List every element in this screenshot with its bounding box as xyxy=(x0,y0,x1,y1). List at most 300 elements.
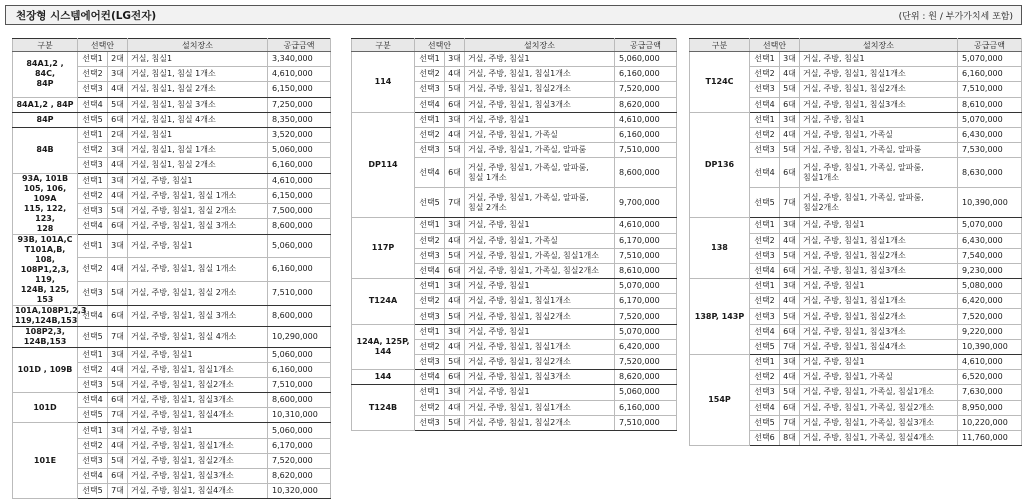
option-label: 선택4 xyxy=(415,158,445,188)
option-label: 선택4 xyxy=(78,305,108,326)
unit-count: 3대 xyxy=(780,52,800,67)
option-label: 선택2 xyxy=(750,67,780,82)
unit-count: 8대 xyxy=(780,430,800,445)
install-location: 거실, 주방, 침실1, 침실 4개소 xyxy=(128,326,268,347)
install-location: 거실, 주방, 침실1, 침실2개소 xyxy=(465,415,615,430)
install-location: 거실, 주방, 침실1, 침실2개소 xyxy=(800,309,958,324)
option-label: 선택4 xyxy=(415,370,445,385)
install-location: 거실, 주방, 침실1, 침실2개소 xyxy=(800,82,958,97)
option-label: 선택3 xyxy=(78,204,108,219)
unit-count: 6대 xyxy=(108,469,128,484)
option-label: 선택3 xyxy=(415,355,445,370)
install-location: 거실, 주방, 침실1, 침실1개소 xyxy=(465,294,615,309)
install-location: 거실, 침실1, 침실 4개소 xyxy=(128,112,268,127)
install-location: 거실, 주방, 침실1, 침실1개소 xyxy=(800,233,958,248)
install-location: 거실, 주방, 침실1, 가족실, 침실1개소 xyxy=(800,385,958,400)
supply-price: 7,520,000 xyxy=(268,453,331,468)
supply-price: 5,060,000 xyxy=(268,347,331,362)
supply-price: 10,320,000 xyxy=(268,484,331,499)
option-label: 선택2 xyxy=(750,233,780,248)
unit-count: 4대 xyxy=(780,67,800,82)
install-location: 거실, 주방, 침실1, 침실1개소 xyxy=(465,339,615,354)
option-label: 선택2 xyxy=(415,339,445,354)
install-location: 거실, 주방, 침실1, 침실2개소 xyxy=(128,453,268,468)
unit-count: 5대 xyxy=(108,453,128,468)
option-label: 선택3 xyxy=(750,385,780,400)
option-label: 선택3 xyxy=(750,309,780,324)
install-location: 거실, 주방, 침실1, 가족실, 침실2개소 xyxy=(465,263,615,278)
install-location: 거실, 주방, 침실1 xyxy=(800,355,958,370)
unit-count: 4대 xyxy=(780,127,800,142)
header-option: 선택안 xyxy=(415,39,465,52)
unit-note: (단위 : 원 / 부가가치세 포함) xyxy=(898,11,1013,22)
install-location: 거실, 주방, 침실1, 침실 3개소 xyxy=(128,305,268,326)
option-label: 선택5 xyxy=(78,326,108,347)
option-label: 선택1 xyxy=(750,52,780,67)
install-location: 거실, 주방, 침실1, 침실 2개소 xyxy=(128,204,268,219)
supply-price: 6,160,000 xyxy=(268,362,331,377)
install-location: 거실, 주방, 침실1 xyxy=(128,234,268,258)
option-label: 선택3 xyxy=(750,143,780,158)
header-place: 설치장소 xyxy=(800,39,958,52)
option-label: 선택3 xyxy=(415,143,445,158)
install-location: 거실, 주방, 침실1, 침실1개소 xyxy=(800,294,958,309)
unit-count: 7대 xyxy=(108,326,128,347)
install-location: 거실, 주방, 침실1, 침실3개소 xyxy=(465,370,615,385)
option-label: 선택2 xyxy=(78,438,108,453)
supply-price: 8,620,000 xyxy=(615,97,677,112)
option-label: 선택2 xyxy=(415,233,445,248)
install-location: 거실, 주방, 침실1 xyxy=(465,279,615,294)
option-label: 선택1 xyxy=(78,347,108,362)
unit-type-label: DP114 xyxy=(352,112,415,218)
install-location: 거실, 주방, 침실1, 침실2개소 xyxy=(465,309,615,324)
install-location: 거실, 주방, 침실1 xyxy=(800,279,958,294)
supply-price: 10,390,000 xyxy=(958,339,1022,354)
option-label: 선택6 xyxy=(750,430,780,445)
unit-type-label: 144 xyxy=(352,370,415,385)
supply-price: 5,070,000 xyxy=(958,112,1022,127)
supply-price: 5,060,000 xyxy=(615,52,677,67)
supply-price: 5,060,000 xyxy=(615,385,677,400)
install-location: 거실, 주방, 침실1, 침실 1개소 xyxy=(128,188,268,203)
supply-price: 10,310,000 xyxy=(268,408,331,423)
supply-price: 10,290,000 xyxy=(268,326,331,347)
unit-count: 4대 xyxy=(445,339,465,354)
unit-count: 7대 xyxy=(108,484,128,499)
unit-count: 3대 xyxy=(780,112,800,127)
supply-price: 7,630,000 xyxy=(958,385,1022,400)
option-label: 선택4 xyxy=(750,158,780,188)
supply-price: 7,540,000 xyxy=(958,248,1022,263)
unit-type-label: 138 xyxy=(690,218,750,279)
header-place: 설치장소 xyxy=(465,39,615,52)
install-location: 거실, 침실1, 침실 1개소 xyxy=(128,67,268,82)
option-label: 선택4 xyxy=(78,97,108,112)
unit-type-label: 108P2,3, 124B,153 xyxy=(13,326,78,347)
option-label: 선택3 xyxy=(750,82,780,97)
install-location: 거실, 주방, 침실1 xyxy=(800,52,958,67)
supply-price: 5,080,000 xyxy=(958,279,1022,294)
table-row xyxy=(13,347,331,362)
table-row xyxy=(352,112,677,127)
unit-count: 3대 xyxy=(108,67,128,82)
supply-price: 4,610,000 xyxy=(958,355,1022,370)
supply-price: 6,150,000 xyxy=(268,82,331,97)
option-label: 선택2 xyxy=(750,370,780,385)
unit-count: 7대 xyxy=(108,408,128,423)
option-label: 선택5 xyxy=(78,484,108,499)
table-row xyxy=(690,52,1022,67)
unit-type-label: 84B xyxy=(13,127,78,173)
supply-price: 9,220,000 xyxy=(958,324,1022,339)
install-location: 거실, 주방, 침실1, 가족실, 알파룸, 침실1개소 xyxy=(800,158,958,188)
option-label: 선택2 xyxy=(78,143,108,158)
option-label: 선택4 xyxy=(78,393,108,408)
install-location: 거실, 주방, 침실1, 침실3개소 xyxy=(800,97,958,112)
table-row xyxy=(13,326,331,347)
table-row xyxy=(352,279,677,294)
install-location: 거실, 주방, 침실1, 침실4개소 xyxy=(128,408,268,423)
unit-count: 2대 xyxy=(108,127,128,142)
unit-count: 3대 xyxy=(445,218,465,233)
option-label: 선택1 xyxy=(415,112,445,127)
header-price: 공급금액 xyxy=(958,39,1022,52)
option-label: 선택2 xyxy=(415,127,445,142)
table-row xyxy=(13,52,331,67)
unit-type-label: T124A xyxy=(352,279,415,325)
option-label: 선택1 xyxy=(415,218,445,233)
install-location: 거실, 주방, 침실1 xyxy=(800,112,958,127)
header-price: 공급금액 xyxy=(615,39,677,52)
unit-count: 7대 xyxy=(780,339,800,354)
install-location: 거실, 주방, 침실1, 침실1개소 xyxy=(128,362,268,377)
supply-price: 7,530,000 xyxy=(958,143,1022,158)
option-label: 선택4 xyxy=(750,324,780,339)
supply-price: 7,520,000 xyxy=(615,82,677,97)
install-location: 거실, 주방, 침실1, 침실3개소 xyxy=(128,393,268,408)
option-label: 선택3 xyxy=(750,248,780,263)
unit-count: 3대 xyxy=(445,52,465,67)
unit-count: 4대 xyxy=(445,294,465,309)
unit-count: 7대 xyxy=(780,188,800,218)
option-label: 선택1 xyxy=(750,355,780,370)
unit-count: 4대 xyxy=(108,188,128,203)
install-location: 거실, 주방, 침실1 xyxy=(800,218,958,233)
unit-count: 4대 xyxy=(108,82,128,97)
option-label: 선택2 xyxy=(78,362,108,377)
unit-type-label: 84A1,2 , 84C, 84P xyxy=(13,52,78,98)
install-location: 거실, 주방, 침실1, 침실1개소 xyxy=(465,67,615,82)
unit-count: 4대 xyxy=(445,67,465,82)
supply-price: 8,600,000 xyxy=(615,158,677,188)
option-label: 선택3 xyxy=(78,281,108,305)
supply-price: 9,230,000 xyxy=(958,263,1022,278)
unit-type-label: 124A, 125P, 144 xyxy=(352,324,415,370)
install-location: 거실, 주방, 침실1 xyxy=(128,173,268,188)
table-row xyxy=(13,112,331,127)
table-row xyxy=(352,370,677,385)
unit-count: 5대 xyxy=(780,248,800,263)
unit-count: 5대 xyxy=(780,143,800,158)
option-label: 선택3 xyxy=(78,158,108,173)
table-row xyxy=(690,355,1022,370)
install-location: 거실, 주방, 침실1, 가족실, 침실1개소 xyxy=(465,248,615,263)
supply-price: 7,510,000 xyxy=(268,377,331,392)
install-location: 거실, 주방, 침실1 xyxy=(465,52,615,67)
unit-type-label: 84P xyxy=(13,112,78,127)
table-row xyxy=(13,97,331,112)
install-location: 거실, 주방, 침실1, 침실2개소 xyxy=(800,248,958,263)
unit-count: 5대 xyxy=(108,97,128,112)
option-label: 선택2 xyxy=(415,294,445,309)
unit-count: 4대 xyxy=(780,233,800,248)
unit-count: 3대 xyxy=(445,324,465,339)
unit-count: 3대 xyxy=(445,385,465,400)
unit-count: 4대 xyxy=(445,400,465,415)
install-location: 거실, 주방, 침실1 xyxy=(465,112,615,127)
table-row xyxy=(13,305,331,326)
supply-price: 10,220,000 xyxy=(958,415,1022,430)
supply-price: 5,070,000 xyxy=(958,218,1022,233)
supply-price: 7,520,000 xyxy=(615,309,677,324)
install-location: 거실, 주방, 침실1, 침실2개소 xyxy=(465,355,615,370)
install-location: 거실, 주방, 침실1 xyxy=(465,218,615,233)
install-location: 거실, 주방, 침실1, 침실2개소 xyxy=(128,377,268,392)
unit-type-label: 154P xyxy=(690,355,750,446)
install-location: 거실, 주방, 침실1, 가족실, 알파룸, 침실 1개소 xyxy=(465,158,615,188)
install-location: 거실, 주방, 침실1, 가족실, 침실3개소 xyxy=(800,415,958,430)
unit-count: 5대 xyxy=(108,281,128,305)
install-location: 거실, 주방, 침실1, 침실3개소 xyxy=(800,263,958,278)
header-price: 공급금액 xyxy=(268,39,331,52)
unit-type-label: 114 xyxy=(352,52,415,113)
unit-type-label: 101D xyxy=(13,393,78,423)
install-location: 거실, 주방, 침실1, 가족실 xyxy=(465,127,615,142)
supply-price: 4,610,000 xyxy=(615,218,677,233)
unit-type-label: DP136 xyxy=(690,112,750,218)
unit-count: 6대 xyxy=(780,400,800,415)
unit-count: 7대 xyxy=(445,188,465,218)
supply-price: 6,170,000 xyxy=(268,438,331,453)
table-row xyxy=(352,324,677,339)
install-location: 거실, 침실1, 침실 2개소 xyxy=(128,82,268,97)
unit-count: 5대 xyxy=(780,385,800,400)
supply-price: 5,070,000 xyxy=(615,279,677,294)
option-label: 선택2 xyxy=(415,400,445,415)
supply-price: 4,610,000 xyxy=(615,112,677,127)
option-label: 선택3 xyxy=(415,82,445,97)
supply-price: 8,600,000 xyxy=(268,305,331,326)
option-label: 선택5 xyxy=(415,188,445,218)
unit-count: 3대 xyxy=(780,279,800,294)
supply-price: 7,520,000 xyxy=(958,309,1022,324)
install-location: 거실, 주방, 침실1, 침실1개소 xyxy=(128,438,268,453)
page-title: 천장형 시스템에어컨(LG전자) xyxy=(16,9,157,22)
install-location: 거실, 침실1 xyxy=(128,127,268,142)
header-gubun: 구분 xyxy=(690,39,750,52)
supply-price: 7,250,000 xyxy=(268,97,331,112)
install-location: 거실, 주방, 침실1, 침실 2개소 xyxy=(128,281,268,305)
header-gubun: 구분 xyxy=(352,39,415,52)
install-location: 거실, 주방, 침실1, 가족실 xyxy=(465,233,615,248)
supply-price: 5,060,000 xyxy=(268,234,331,258)
install-location: 거실, 주방, 침실1, 가족실 xyxy=(800,370,958,385)
option-label: 선택1 xyxy=(415,279,445,294)
option-label: 선택3 xyxy=(415,415,445,430)
unit-count: 3대 xyxy=(108,143,128,158)
supply-price: 7,510,000 xyxy=(615,248,677,263)
unit-type-label: 101D , 109B xyxy=(13,347,78,393)
unit-count: 5대 xyxy=(445,309,465,324)
install-location: 거실, 주방, 침실1, 가족실, 알파룸 xyxy=(800,143,958,158)
install-location: 거실, 주방, 침실1 xyxy=(465,324,615,339)
supply-price: 11,760,000 xyxy=(958,430,1022,445)
unit-count: 5대 xyxy=(780,309,800,324)
install-location: 거실, 주방, 침실1, 침실1개소 xyxy=(465,400,615,415)
supply-price: 8,620,000 xyxy=(615,370,677,385)
supply-price: 5,070,000 xyxy=(615,324,677,339)
unit-count: 3대 xyxy=(780,355,800,370)
price-table-right xyxy=(689,38,1022,446)
unit-count: 2대 xyxy=(108,52,128,67)
price-table-middle xyxy=(351,38,677,431)
table-row xyxy=(13,393,331,408)
unit-count: 5대 xyxy=(445,415,465,430)
supply-price: 8,350,000 xyxy=(268,112,331,127)
option-label: 선택4 xyxy=(78,219,108,234)
unit-type-label: 84A1,2 , 84P xyxy=(13,97,78,112)
option-label: 선택5 xyxy=(750,339,780,354)
install-location: 거실, 주방, 침실1, 침실3개소 xyxy=(128,469,268,484)
supply-price: 6,430,000 xyxy=(958,233,1022,248)
supply-price: 5,060,000 xyxy=(268,143,331,158)
supply-price: 8,600,000 xyxy=(268,219,331,234)
unit-count: 5대 xyxy=(780,82,800,97)
supply-price: 7,510,000 xyxy=(958,82,1022,97)
unit-count: 5대 xyxy=(108,204,128,219)
unit-count: 6대 xyxy=(780,324,800,339)
supply-price: 8,610,000 xyxy=(958,97,1022,112)
option-label: 선택1 xyxy=(415,52,445,67)
option-label: 선택5 xyxy=(750,188,780,218)
unit-count: 5대 xyxy=(108,377,128,392)
option-label: 선택3 xyxy=(415,309,445,324)
option-label: 선택1 xyxy=(415,324,445,339)
install-location: 거실, 주방, 침실1, 침실4개소 xyxy=(128,484,268,499)
unit-count: 6대 xyxy=(108,219,128,234)
install-location: 거실, 주방, 침실1, 가족실 xyxy=(800,127,958,142)
install-location: 거실, 주방, 침실1 xyxy=(465,385,615,400)
supply-price: 6,430,000 xyxy=(958,127,1022,142)
table-row xyxy=(352,52,677,67)
install-location: 거실, 침실1, 침실 2개소 xyxy=(128,158,268,173)
supply-price: 8,950,000 xyxy=(958,400,1022,415)
option-label: 선택2 xyxy=(78,67,108,82)
unit-type-label: 93B, 101A,C T101A,B, 108, 108P1,2,3, 119, 124B, 125, 153 xyxy=(13,234,78,305)
supply-price: 7,500,000 xyxy=(268,204,331,219)
supply-price: 6,420,000 xyxy=(615,339,677,354)
option-label: 선택3 xyxy=(78,377,108,392)
install-location: 거실, 주방, 침실1, 침실1개소 xyxy=(800,67,958,82)
install-location: 거실, 주방, 침실1, 가족실, 알파룸 xyxy=(465,143,615,158)
unit-count: 5대 xyxy=(445,248,465,263)
unit-count: 3대 xyxy=(445,279,465,294)
unit-count: 6대 xyxy=(780,97,800,112)
header-place: 설치장소 xyxy=(128,39,268,52)
supply-price: 6,150,000 xyxy=(268,188,331,203)
install-location: 거실, 주방, 침실1, 침실 3개소 xyxy=(128,219,268,234)
option-label: 선택1 xyxy=(78,52,108,67)
option-label: 선택1 xyxy=(750,112,780,127)
unit-count: 7대 xyxy=(780,415,800,430)
table-row xyxy=(13,173,331,188)
unit-count: 3대 xyxy=(108,423,128,438)
supply-price: 6,420,000 xyxy=(958,294,1022,309)
unit-type-label: T124B xyxy=(352,385,415,431)
supply-price: 5,070,000 xyxy=(958,52,1022,67)
supply-price: 6,160,000 xyxy=(958,67,1022,82)
option-label: 선택2 xyxy=(78,258,108,282)
unit-count: 3대 xyxy=(108,234,128,258)
unit-count: 4대 xyxy=(108,362,128,377)
option-label: 선택5 xyxy=(78,112,108,127)
unit-type-label: 117P xyxy=(352,218,415,279)
install-location: 거실, 주방, 침실1, 침실3개소 xyxy=(465,97,615,112)
table-row xyxy=(690,279,1022,294)
option-label: 선택5 xyxy=(750,415,780,430)
supply-price: 5,060,000 xyxy=(268,423,331,438)
option-label: 선택1 xyxy=(78,234,108,258)
option-label: 선택1 xyxy=(415,385,445,400)
unit-count: 6대 xyxy=(108,393,128,408)
option-label: 선택3 xyxy=(415,248,445,263)
option-label: 선택2 xyxy=(415,67,445,82)
unit-count: 6대 xyxy=(108,305,128,326)
supply-price: 3,520,000 xyxy=(268,127,331,142)
unit-count: 5대 xyxy=(445,143,465,158)
unit-count: 4대 xyxy=(108,438,128,453)
supply-price: 6,160,000 xyxy=(615,67,677,82)
supply-price: 6,160,000 xyxy=(615,127,677,142)
unit-type-label: 138P, 143P xyxy=(690,279,750,355)
unit-count: 4대 xyxy=(108,158,128,173)
unit-count: 6대 xyxy=(445,370,465,385)
title-bar xyxy=(5,5,1022,25)
supply-price: 7,510,000 xyxy=(615,415,677,430)
supply-price: 8,620,000 xyxy=(268,469,331,484)
unit-count: 6대 xyxy=(445,97,465,112)
supply-price: 6,170,000 xyxy=(615,233,677,248)
supply-price: 10,390,000 xyxy=(958,188,1022,218)
unit-count: 6대 xyxy=(780,263,800,278)
supply-price: 6,160,000 xyxy=(615,400,677,415)
unit-count: 3대 xyxy=(108,347,128,362)
supply-price: 6,520,000 xyxy=(958,370,1022,385)
supply-price: 8,630,000 xyxy=(958,158,1022,188)
unit-type-label: 101E xyxy=(13,423,78,499)
header-option: 선택안 xyxy=(750,39,800,52)
install-location: 거실, 주방, 침실1 xyxy=(128,347,268,362)
install-location: 거실, 주방, 침실1, 가족실, 침실4개소 xyxy=(800,430,958,445)
unit-count: 5대 xyxy=(445,355,465,370)
unit-count: 4대 xyxy=(445,127,465,142)
unit-count: 3대 xyxy=(445,112,465,127)
supply-price: 7,510,000 xyxy=(268,281,331,305)
unit-type-label: 101A,108P1,2,3 119,124B,153 xyxy=(13,305,78,326)
option-label: 선택3 xyxy=(78,453,108,468)
option-label: 선택4 xyxy=(415,97,445,112)
